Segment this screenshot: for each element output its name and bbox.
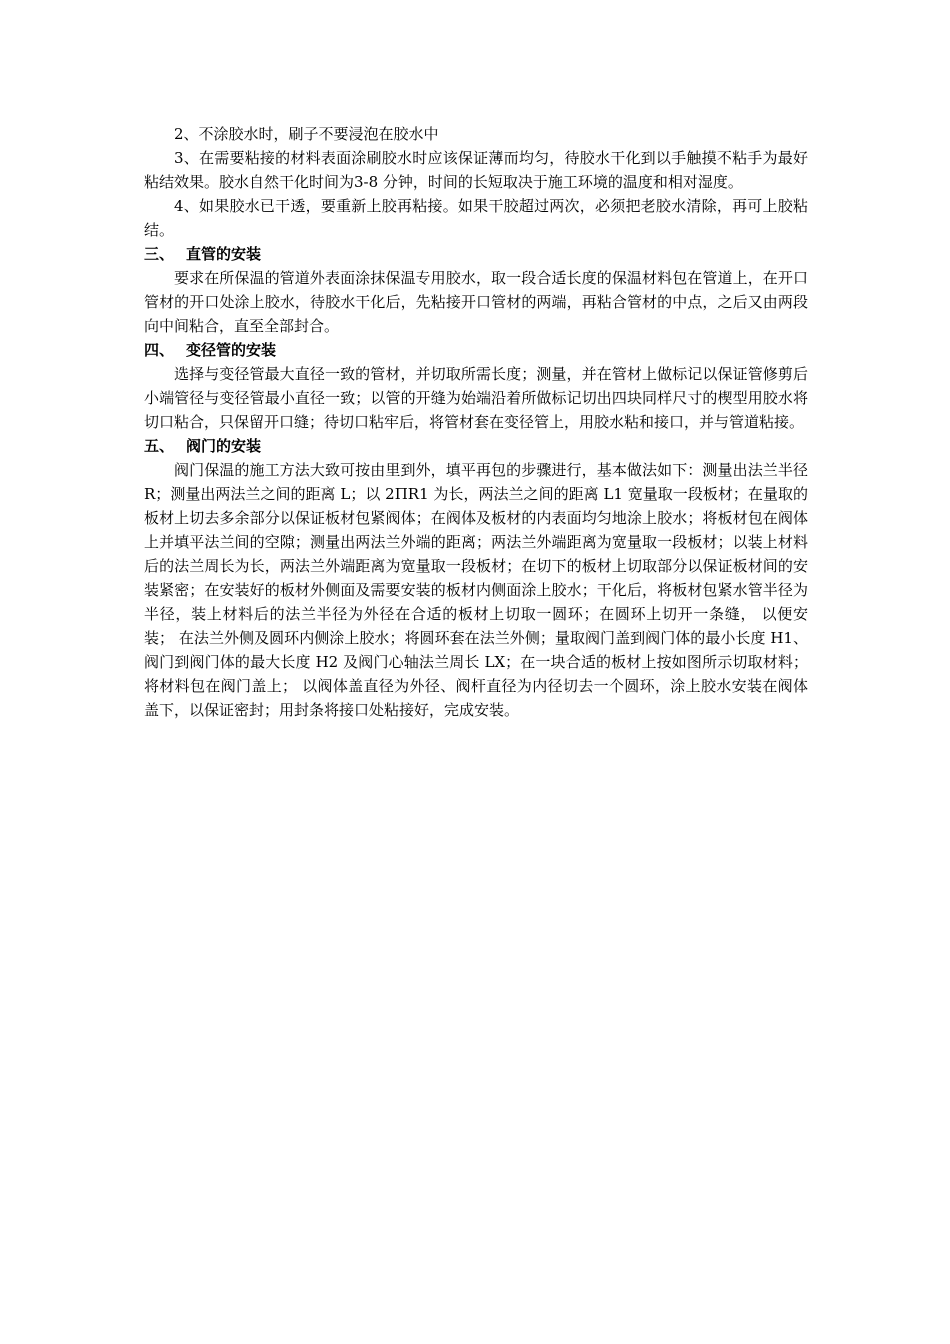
section-number: 四、	[144, 341, 175, 359]
paragraph-reducer-pipe: 选择与变径管最大直径一致的管材，并切取所需长度；测量，并在管材上做标记以保证管修剪后小端管径与变径管最小直径一致；以管的开缝为始端沿着所做标记切出四块同样尺寸的楔型用胶水将切口粘合，只保留开口缝；待切口粘牢后，将管材套在变径管上，用胶水粘和接口，并与管道粘接。	[144, 365, 808, 431]
section-number: 三、	[144, 245, 175, 263]
section-title: 变径管的安装	[186, 341, 277, 359]
paragraph-step-3: 3、在需要粘接的材料表面涂刷胶水时应该保证薄而均匀，待胶水干化到以手触摸不粘手为最好粘结效果。胶水自然干化时间为3-8 分钟，时间的长短取决于施工环境的温度和相对湿度。	[144, 149, 808, 191]
section-heading-reducer-pipe	[144, 338, 808, 362]
paragraph-valve: 阀门保温的施工方法大致可按由里到外，填平再包的步骤进行，基本做法如下：测量出法兰半径 R；测量出两法兰之间的距离 L；以 2ΠR1 为长，两法兰之间的距离 L1 宽量取一段板材；在量取的板材上切去多余部分以保证板材包紧阀体；在阀体及板材的内表面均匀地涂上胶水；将板材包在阀体上并填平法兰间的空隙；测量出两法兰外端的距离；两法兰外端距离为宽量取一段板材；以装上材料后的法兰周长为长，两法兰外端距离为宽量取一段板材；在切下的板材上切取部分以保证板材间的安装紧密；在安装好的板材外侧面及需要安装的板材内侧面涂上胶水；干化后，将板材包紧水管半径为半径，装上材料后的法兰半径为外径在合适的板材上切取一圆环；在圆环上切开一条缝， 以便安装； 在法兰外侧及圆环内侧涂上胶水；将圆环套在法兰外侧；量取阀门盖到阀门体的最小长度 H1、阀门到阀门体的最大长度 H2 及阀门心轴法兰周长 LX；在一块合适的板材上按如图所示切取材料；将材料包在阀门盖上； 以阀体盖直径为外径、阀杆直径为内径切去一个圆环，涂上胶水安装在阀体盖下，以保证密封；用封条将接口处粘接好，完成安装。	[144, 461, 808, 719]
section-title: 阀门的安装	[186, 437, 262, 455]
section-title: 直管的安装	[186, 245, 262, 263]
section-heading-straight-pipe	[144, 242, 808, 266]
paragraph-step-4: 4、如果胶水已干透，要重新上胶再粘接。如果干胶超过两次，必须把老胶水清除，再可上胶粘结。	[144, 197, 808, 239]
paragraph-step-2: 2、不涂胶水时，刷子不要浸泡在胶水中	[174, 125, 439, 143]
section-number: 五、	[144, 437, 175, 455]
paragraph-straight-pipe: 要求在所保温的管道外表面涂抹保温专用胶水，取一段合适长度的保温材料包在管道上，在开口管材的开口处涂上胶水，待胶水干化后，先粘接开口管材的两端，再粘合管材的中点，之后又由两段向中间粘合，直至全部封合。	[144, 269, 808, 335]
document-page	[144, 122, 808, 722]
section-heading-valve	[144, 434, 808, 458]
